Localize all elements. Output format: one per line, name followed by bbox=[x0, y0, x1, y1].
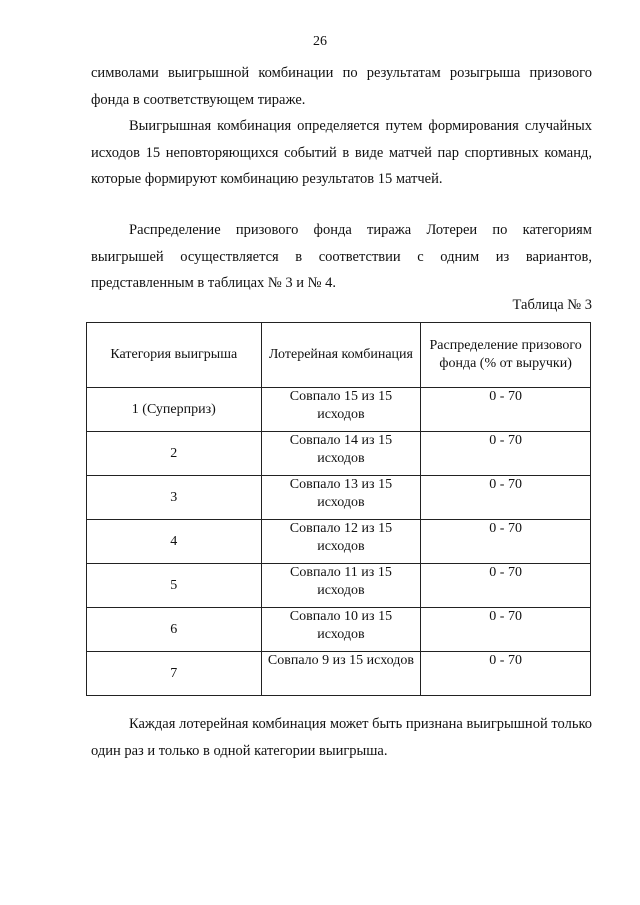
table-row bbox=[87, 432, 591, 476]
cell-distribution: 0 - 70 bbox=[421, 564, 591, 608]
cell-distribution: 0 - 70 bbox=[421, 608, 591, 652]
cell-category: 6 bbox=[87, 608, 262, 652]
cell-category: 7 bbox=[87, 652, 262, 696]
cell-distribution: 0 - 70 bbox=[421, 652, 591, 696]
cell-combination: Совпало 10 из 15 исходов bbox=[261, 608, 421, 652]
header-combination: Лотерейная комбинация bbox=[261, 323, 421, 388]
paragraph-continuation: символами выигрышной комбинации по результатам розыгрыша призового фонда в соответствующем тираже. bbox=[91, 65, 592, 108]
paragraph-prize-distribution: Распределение призового фонда тиража Лотереи по категориям выигрышей осуществляется в соответствии с одним из вариантов, представленным в таблицах № 3 и № 4. bbox=[91, 222, 592, 291]
cell-category: 4 bbox=[87, 520, 262, 564]
cell-combination: Совпало 15 из 15 исходов bbox=[261, 388, 421, 432]
header-distribution: Распределение призового фонда (% от выручки) bbox=[421, 323, 591, 388]
table-row bbox=[87, 564, 591, 608]
table-header-row bbox=[87, 323, 591, 388]
cell-distribution: 0 - 70 bbox=[421, 520, 591, 564]
table-row bbox=[87, 388, 591, 432]
page-number: 26 bbox=[313, 34, 327, 49]
table-row bbox=[87, 476, 591, 520]
prize-distribution-table bbox=[86, 322, 591, 696]
paragraph-single-category: Каждая лотерейная комбинация может быть признана выигрышной только один раз и только в одной категории выигрыша. bbox=[91, 716, 592, 759]
cell-category: 5 bbox=[87, 564, 262, 608]
table-row bbox=[87, 608, 591, 652]
cell-category: 2 bbox=[87, 432, 262, 476]
cell-combination: Совпало 9 из 15 исходов bbox=[261, 652, 421, 696]
cell-distribution: 0 - 70 bbox=[421, 432, 591, 476]
cell-combination: Совпало 11 из 15 исходов bbox=[261, 564, 421, 608]
table-row bbox=[87, 652, 591, 696]
table-caption: Таблица № 3 bbox=[512, 297, 592, 313]
cell-combination: Совпало 13 из 15 исходов bbox=[261, 476, 421, 520]
header-category: Категория выигрыша bbox=[87, 323, 262, 388]
cell-category: 3 bbox=[87, 476, 262, 520]
cell-combination: Совпало 12 из 15 исходов bbox=[261, 520, 421, 564]
paragraph-winning-combination: Выигрышная комбинация определяется путем формирования случайных исходов 15 неповторяющихся событий в виде матчей пар спортивных команд, которые формируют комбинацию результатов 15 матчей. bbox=[91, 118, 592, 187]
cell-combination: Совпало 14 из 15 исходов bbox=[261, 432, 421, 476]
cell-distribution: 0 - 70 bbox=[421, 476, 591, 520]
table-row bbox=[87, 520, 591, 564]
cell-category: 1 (Суперприз) bbox=[87, 388, 262, 432]
cell-distribution: 0 - 70 bbox=[421, 388, 591, 432]
